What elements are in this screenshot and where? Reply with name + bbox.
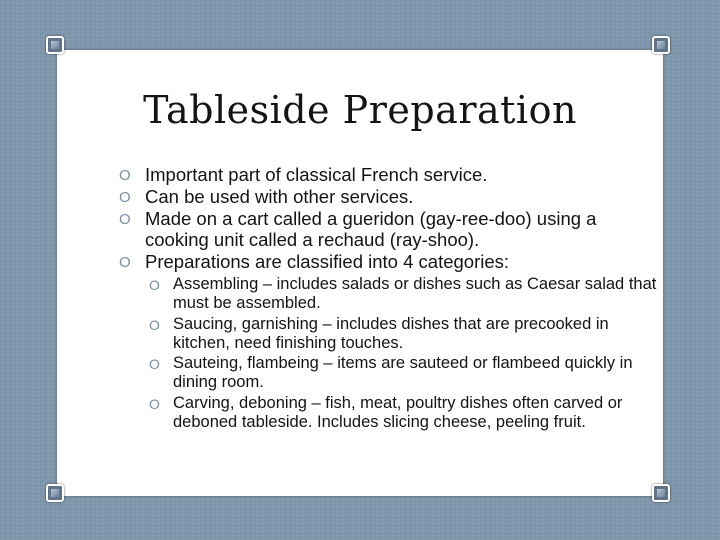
sub-bullet-text: Carving, deboning – fish, meat, poultry dishes often carved or deboned tableside. Includes slicing cheese, peeling fruit. <box>173 393 623 431</box>
bullet-marker: O <box>149 395 160 412</box>
bullet-marker: O <box>119 254 131 271</box>
bullet-marker: O <box>149 277 160 293</box>
sub-bullet-text: Sauteing, flambeing – items are sauteed or flambeed quickly in dining room. <box>173 354 633 391</box>
bullet-marker: O <box>119 189 131 206</box>
bullet-marker: O <box>149 356 160 372</box>
bullet-item <box>57 164 657 185</box>
slide-title: Tableside Preparation <box>143 88 577 132</box>
sub-bullet-item <box>57 275 657 313</box>
slide-content <box>57 164 657 433</box>
bullet-text: Preparations are classified into 4 categories: <box>145 251 510 272</box>
bullet-text: Important part of classical French service. <box>145 164 488 185</box>
bullet-marker: O <box>119 167 131 184</box>
bullet-item <box>57 251 657 272</box>
bullet-marker: O <box>149 316 160 333</box>
sub-bullet-item <box>57 394 657 432</box>
bullet-text: Made on a cart called a gueridon (gay-ree-doo) using a cooking unit called a rechaud (ray-shoo). <box>145 208 597 250</box>
sub-bullet-text: Saucing, garnishing – includes dishes that are precooked in kitchen, need finishing touches. <box>173 314 609 352</box>
corner-pin-bottom-right <box>652 484 670 502</box>
bullet-item <box>57 208 657 250</box>
corner-pin-bottom-left <box>46 484 64 502</box>
bullet-item <box>57 186 657 207</box>
corner-pin-top-right <box>652 36 670 54</box>
bullet-text: Can be used with other services. <box>145 186 414 207</box>
sub-bullet-item <box>57 354 657 392</box>
sub-bullet-text: Assembling – includes salads or dishes such as Caesar salad that must be assembled. <box>173 275 657 312</box>
bullet-marker: O <box>119 211 131 228</box>
corner-pin-top-left <box>46 36 64 54</box>
sub-bullet-item <box>57 315 657 353</box>
